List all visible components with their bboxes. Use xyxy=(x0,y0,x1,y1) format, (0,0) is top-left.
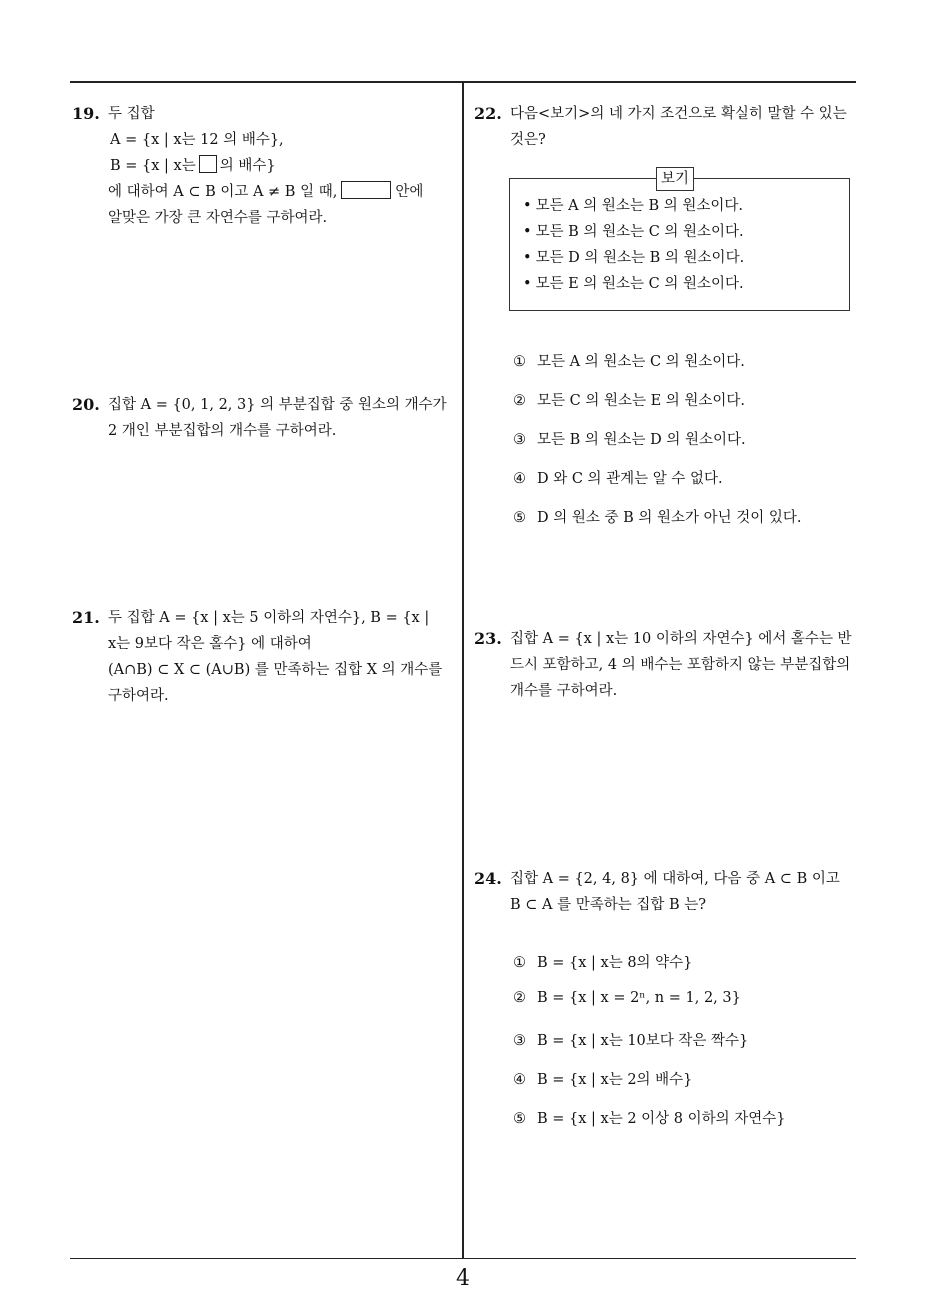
question-line: 구하여라. xyxy=(108,688,169,704)
question-24 xyxy=(474,866,840,918)
choice-text: B = {x | x는 2의 배수} xyxy=(537,1072,693,1088)
question-line: x는 9보다 작은 홀수} 에 대하여 xyxy=(108,636,312,652)
question-number: 24. xyxy=(474,869,502,888)
question-number: 22. xyxy=(474,104,502,123)
question-line: 알맞은 가장 큰 자연수를 구하여라. xyxy=(108,210,328,226)
question-body xyxy=(108,605,442,709)
condition-tail: 안에 xyxy=(395,184,424,200)
question-number: 20. xyxy=(72,395,100,414)
choice-text: B = {x | x는 2 이상 8 이하의 자연수} xyxy=(537,1111,786,1127)
answer-choice-2[interactable] xyxy=(513,389,745,410)
question-23 xyxy=(474,626,852,704)
question-line: 개수를 구하여라. xyxy=(510,683,618,699)
question-21 xyxy=(72,605,442,709)
choice-mark: ① xyxy=(513,354,526,370)
question-body xyxy=(510,101,847,153)
question-line: 것은? xyxy=(510,132,546,148)
choice-text: B = {x | x는 10보다 작은 짝수} xyxy=(537,1033,749,1049)
question-number: 19. xyxy=(72,104,100,123)
question-line: 집합 A = {2, 4, 8} 에 대하여, 다음 중 A ⊂ B 이고 xyxy=(510,871,840,887)
question-line: 두 집합 A = {x | x는 5 이하의 자연수}, B = {x | xyxy=(108,610,430,626)
bogi-item: • 모든 B 의 원소는 C 의 원소이다. xyxy=(523,219,744,245)
question-line: 다음<보기>의 네 가지 조건으로 확실히 말할 수 있는 xyxy=(510,106,847,122)
choice-mark: ② xyxy=(513,990,526,1006)
choice-mark: ① xyxy=(513,955,526,971)
question-22 xyxy=(474,101,847,153)
choice-text: B = {x | x는 8의 약수} xyxy=(537,955,693,971)
choice-mark: ⑤ xyxy=(513,510,526,526)
page-number: 4 xyxy=(456,1266,470,1291)
choice-text: D 의 원소 중 B 의 원소가 아닌 것이 있다. xyxy=(537,510,802,526)
choice-mark: ② xyxy=(513,393,526,409)
answer-choice-4[interactable] xyxy=(513,467,723,488)
set-b-definition-tail: 의 배수} xyxy=(219,158,276,174)
choice-mark: ③ xyxy=(513,432,526,448)
question-number: 21. xyxy=(72,608,100,627)
answer-choice-3[interactable] xyxy=(513,1029,748,1050)
question-line: 집합 A = {x | x는 10 이하의 자연수} 에서 홀수는 반 xyxy=(510,631,852,647)
answer-choice-3[interactable] xyxy=(513,428,746,449)
question-line: (A∩B) ⊂ X ⊂ (A∪B) 를 만족하는 집합 X 의 개수를 xyxy=(108,662,443,678)
question-line xyxy=(108,179,423,205)
choice-mark: ③ xyxy=(513,1033,526,1049)
bogi-item: • 모든 D 의 원소는 B 의 원소이다. xyxy=(523,245,744,271)
choice-mark: ④ xyxy=(513,471,526,487)
question-body xyxy=(108,101,423,231)
choice-mark: ⑤ xyxy=(513,1111,526,1127)
choice-text: 모든 A 의 원소는 C 의 원소이다. xyxy=(537,354,745,370)
answer-choice-2[interactable] xyxy=(513,990,741,1006)
choice-text: D 와 C 의 관계는 알 수 없다. xyxy=(537,471,723,487)
question-line: B ⊂ A 를 만족하는 집합 B 는? xyxy=(510,897,707,913)
answer-choice-1[interactable] xyxy=(513,350,745,371)
choice-text: 모든 C 의 원소는 E 의 원소이다. xyxy=(537,393,746,409)
question-body xyxy=(510,866,840,918)
answer-choice-5[interactable] xyxy=(513,1107,786,1128)
question-19 xyxy=(72,101,423,231)
question-line: 두 집합 xyxy=(108,106,155,122)
set-b-definition: B = {x | x는 xyxy=(110,158,196,174)
bogi-title: 보기 xyxy=(656,167,694,191)
bogi-list xyxy=(523,193,744,297)
choice-text: B = {x | x = 2ⁿ, n = 1, 2, 3} xyxy=(537,990,741,1006)
bogi-item: • 모든 A 의 원소는 B 의 원소이다. xyxy=(523,193,744,219)
column-divider xyxy=(462,82,464,1259)
answer-choice-5[interactable] xyxy=(513,506,801,527)
question-line: 2 개인 부분집합의 개수를 구하여라. xyxy=(108,423,337,439)
answer-blank-large xyxy=(341,181,391,199)
choice-mark: ④ xyxy=(513,1072,526,1088)
question-body xyxy=(108,392,447,444)
choice-text: 모든 B 의 원소는 D 의 원소이다. xyxy=(537,432,746,448)
question-line xyxy=(110,153,423,179)
question-line: A = {x | x는 12 의 배수}, xyxy=(110,132,284,148)
answer-blank-small xyxy=(199,155,217,173)
condition-text: 에 대하여 A ⊂ B 이고 A ≠ B 일 때, xyxy=(108,184,338,200)
question-body xyxy=(510,626,852,704)
question-line: 집합 A = {0, 1, 2, 3} 의 부분집합 중 원소의 개수가 xyxy=(108,397,447,413)
bottom-divider xyxy=(70,1258,856,1259)
question-20 xyxy=(72,392,447,444)
answer-choice-1[interactable] xyxy=(513,951,692,972)
bogi-item: • 모든 E 의 원소는 C 의 원소이다. xyxy=(523,271,744,297)
question-number: 23. xyxy=(474,629,502,648)
question-line: 드시 포함하고, 4 의 배수는 포함하지 않는 부분집합의 xyxy=(510,657,851,673)
answer-choice-4[interactable] xyxy=(513,1068,692,1089)
